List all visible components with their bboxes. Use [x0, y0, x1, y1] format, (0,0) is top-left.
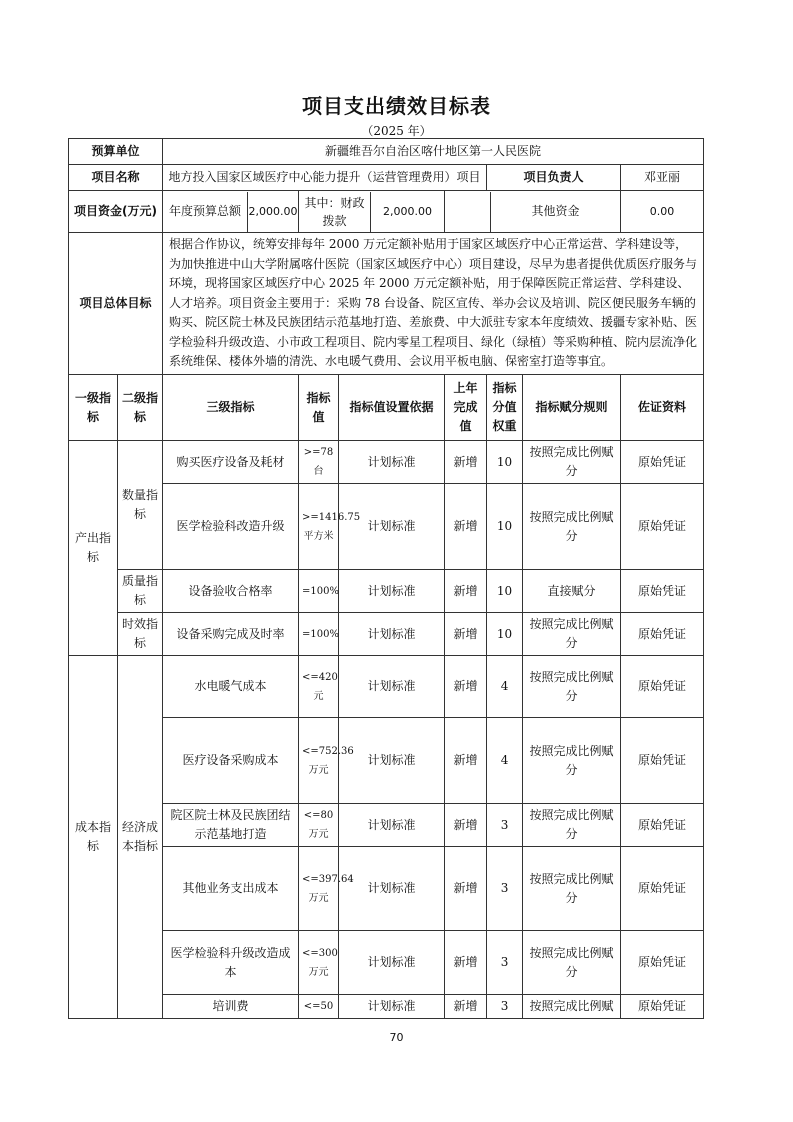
row-value: <=397.64万元 [299, 847, 339, 931]
row-name: 医疗设备采购成本 [163, 718, 299, 804]
header-level3: 三级指标 [163, 375, 299, 441]
row-weight: 3 [487, 847, 523, 931]
table-row [69, 847, 704, 931]
header-row [69, 375, 704, 441]
row-weight: 3 [487, 995, 523, 1019]
row-value: <=300万元 [299, 931, 339, 995]
row-last: 新增 [445, 931, 487, 995]
row-value: >=78台 [299, 441, 339, 484]
group-quality: 质量指标 [118, 570, 163, 613]
header-rule: 指标赋分规则 [523, 375, 621, 441]
row-rule: 按照完成比例赋分 [523, 847, 621, 931]
project-name-value: 地方投入国家区域医疗中心能力提升（运营管理费用）项目 [163, 165, 487, 191]
table-row [69, 441, 704, 484]
row-name: 其他业务支出成本 [163, 847, 299, 931]
group-cost: 成本指标 [69, 656, 118, 1019]
row-last: 新增 [445, 847, 487, 931]
header-basis: 指标值设置依据 [339, 375, 445, 441]
annual-budget-label: 年度预算总额 [163, 192, 248, 232]
row-basis: 计划标准 [339, 570, 445, 613]
row-name: 院区院士林及民族团结示范基地打造 [163, 804, 299, 847]
row-basis: 计划标准 [339, 613, 445, 656]
row-evidence: 原始凭证 [621, 441, 704, 484]
header-level1: 一级指标 [69, 375, 118, 441]
header-weight: 指标分值权重 [487, 375, 523, 441]
group-output: 产出指标 [69, 441, 118, 656]
row-weight: 3 [487, 804, 523, 847]
row-last: 新增 [445, 441, 487, 484]
row-value: <=50 [299, 995, 339, 1019]
year-label: （2025 年） [361, 124, 432, 138]
row-rule: 按照完成比例赋分 [523, 613, 621, 656]
table-row [69, 570, 704, 613]
row-weight: 10 [487, 484, 523, 570]
row-weight: 3 [487, 931, 523, 995]
table-row [69, 804, 704, 847]
row-name: 医学检验科改造升级 [163, 484, 299, 570]
row-basis: 计划标准 [339, 804, 445, 847]
performance-table [68, 138, 704, 1019]
row-rule: 按照完成比例赋分 [523, 441, 621, 484]
group-economic-cost: 经济成本指标 [118, 656, 163, 1019]
row-rule: 按照完成比例赋 [523, 995, 621, 1019]
info-row-funds [69, 191, 704, 233]
row-value: <=420元 [299, 656, 339, 718]
header-evidence: 佐证资料 [621, 375, 704, 441]
row-last: 新增 [445, 570, 487, 613]
row-last: 新增 [445, 613, 487, 656]
row-name: 培训费 [163, 995, 299, 1019]
row-name: 购买医疗设备及耗材 [163, 441, 299, 484]
table-row [69, 613, 704, 656]
row-basis: 计划标准 [339, 847, 445, 931]
row-basis: 计划标准 [339, 441, 445, 484]
row-basis: 计划标准 [339, 656, 445, 718]
row-value: >=1416.75平方米 [299, 484, 339, 570]
row-last: 新增 [445, 484, 487, 570]
row-evidence: 原始凭证 [621, 656, 704, 718]
table-row [69, 718, 704, 804]
fiscal-value: 2,000.00 [383, 205, 432, 218]
annual-budget-value: 2,000.00 [248, 205, 298, 218]
row-basis: 计划标准 [339, 931, 445, 995]
page-title: 项目支出绩效目标表 [302, 94, 491, 118]
row-name: 设备验收合格率 [163, 570, 299, 613]
other-value: 0.00 [621, 191, 704, 233]
table-row [69, 656, 704, 718]
row-weight: 10 [487, 570, 523, 613]
project-leader-label: 项目负责人 [487, 165, 621, 191]
row-weight: 4 [487, 718, 523, 804]
row-rule: 按照完成比例赋分 [523, 931, 621, 995]
row-rule: 按照完成比例赋分 [523, 718, 621, 804]
budget-unit-label: 预算单位 [69, 139, 163, 165]
project-name-label: 项目名称 [69, 165, 163, 191]
info-row-goal [69, 233, 704, 375]
row-basis: 计划标准 [339, 995, 445, 1019]
row-value: <=752.36万元 [299, 718, 339, 804]
goal-label: 项目总体目标 [69, 233, 163, 375]
row-last: 新增 [445, 804, 487, 847]
header-value: 指标值 [299, 375, 339, 441]
row-name: 水电暖气成本 [163, 656, 299, 718]
header-last-year: 上年完成值 [445, 375, 487, 441]
table-row [69, 931, 704, 995]
project-leader-value: 邓亚丽 [621, 165, 704, 191]
table-row [69, 995, 704, 1019]
row-evidence: 原始凭证 [621, 718, 704, 804]
goal-text: 根据合作协议，统筹安排每年 2000 万元定额补贴用于国家区域医疗中心正常运营、学科建设等，为加快推进中山大学附属喀什医院（国家区域医疗中心）项目建设，尽早为患者提供优质医疗服务与环境，现将国家区域医疗中心 2025 年 2000 万元定额补贴，用于保障医院正常运营、学科建设、人才培养。项目资金主要用于：采购 78 台设备、院区宣传、举办会议及培训、院区便民服务车辆的购买、院区院士林及民族团结示范基地打造、差旅费、中大派驻专家本年度绩效、援疆专家补贴、医学检验科升级改造、小市政工程项目、院内零星工程项目、绿化（绿植）等采购种植、院内层流净化系统维保、楼体外墙的清洗、水电暖气费用、会议用平板电脑、保密室打造等事宜。 [163, 233, 704, 375]
row-last: 新增 [445, 995, 487, 1019]
row-name: 医学检验科升级改造成本 [163, 931, 299, 995]
row-last: 新增 [445, 656, 487, 718]
row-rule: 按照完成比例赋分 [523, 484, 621, 570]
row-weight: 10 [487, 613, 523, 656]
row-last: 新增 [445, 718, 487, 804]
row-evidence: 原始凭证 [621, 804, 704, 847]
row-evidence: 原始凭证 [621, 995, 704, 1019]
info-row-unit [69, 139, 704, 165]
row-basis: 计划标准 [339, 484, 445, 570]
row-rule: 按照完成比例赋分 [523, 804, 621, 847]
page-number: 70 [389, 1031, 404, 1044]
row-value: =100% [299, 613, 339, 656]
row-evidence: 原始凭证 [621, 931, 704, 995]
header-level2: 二级指标 [118, 375, 163, 441]
row-weight: 10 [487, 441, 523, 484]
other-label: 其他资金 [531, 204, 580, 218]
group-timeliness: 时效指标 [118, 613, 163, 656]
row-basis: 计划标准 [339, 718, 445, 804]
info-row-project [69, 165, 704, 191]
row-evidence: 原始凭证 [621, 570, 704, 613]
row-weight: 4 [487, 656, 523, 718]
row-evidence: 原始凭证 [621, 847, 704, 931]
row-name: 设备采购完成及时率 [163, 613, 299, 656]
row-rule: 按照完成比例赋分 [523, 656, 621, 718]
row-evidence: 原始凭证 [621, 484, 704, 570]
row-rule: 直接赋分 [523, 570, 621, 613]
row-value: <=80万元 [299, 804, 339, 847]
row-evidence: 原始凭证 [621, 613, 704, 656]
fiscal-label: 其中：财政拨款 [299, 192, 371, 232]
funds-label: 项目资金(万元) [69, 191, 163, 233]
budget-unit-value: 新疆维吾尔自治区喀什地区第一人民医院 [163, 139, 704, 165]
table-row [69, 484, 704, 570]
group-quantity: 数量指标 [118, 441, 163, 570]
row-value: =100% [299, 570, 339, 613]
